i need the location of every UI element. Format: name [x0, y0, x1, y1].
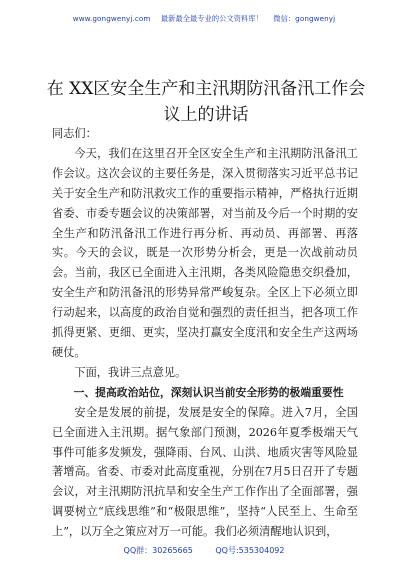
- salutation: 同志们：: [52, 127, 97, 140]
- section-heading: 一、提高政治站位，深刻认识当前安全形势的极端重要性: [73, 385, 344, 399]
- qq-number: QQ号:535304092: [215, 546, 285, 555]
- paragraph: 下面，我讲三点意见。: [74, 365, 187, 379]
- document-title: [46, 76, 366, 128]
- site-slogan: 最新最全最专业的公文资料库！: [160, 14, 263, 23]
- title-line-2: 议上的讲话: [163, 105, 249, 125]
- wechat-id: 微信：gongwenyj: [273, 14, 336, 23]
- paragraph: 今天，我们在这里召开全区安全生产和主汛期防汛备汛工作会议。这次会议的主要任务是，深入贯彻落实习近平总书记关于安全生产和防汛救灾工作的重要指示精神，严格执行近期省委、市委专题会议的决策部署，对当前及今后一个时期的安全生产和防汛备汛工作进行再分析、再动员、再部署、再落实。今天的会议，既是一次形势分析会，更是一次战前动员会。当前，我区已全面进入主汛期，各类风险隐患交织叠加，安全生产和防汛备汛的形势异常严峻复杂。全区上下必须立即行动起来，以高度的政治自觉和强烈的责任担当，把各项工作抓得更紧、更细、更实，坚决打赢安全度汛和安全生产这两场硬仗。: [52, 146, 358, 359]
- site-banner: [0, 14, 408, 24]
- title-line-1: 在 XX区安全生产和主汛期防汛备汛工作会: [46, 79, 366, 99]
- site-url[interactable]: www.gongwenyj.com: [72, 14, 151, 23]
- document-body: [52, 124, 358, 542]
- footer-contacts: [0, 545, 408, 556]
- qq-group: QQ群：30265665: [123, 546, 193, 555]
- paragraph: 安全是发展的前提，发展是安全的保障。进入7月，全国已全面进入主汛期。据气象部门预测，2026年夏季极端天气事件可能多发频发，强降雨、台风、山洪、地质灾害等风险显著增高。省委、市委对此高度重视，分别在7月5日召开了专题会议，对主汛期防汛抗旱和安全生产工作作出了全面部署，强调要树立“底线思维”和“极限思维”，坚持“人民至上、生命至上”，以万全之策应对万一可能。我们必须清醒地认识到，: [52, 405, 358, 539]
